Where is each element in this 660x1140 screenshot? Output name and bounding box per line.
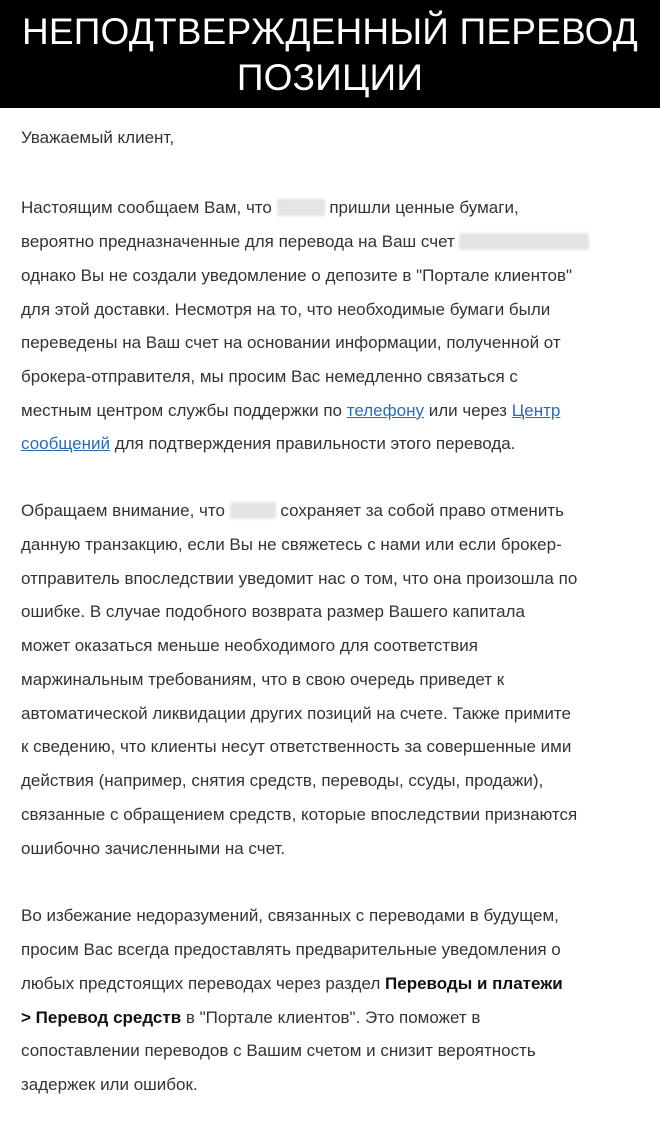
page-title [0,0,660,108]
p2-text: Обращаем внимание, что [21,501,225,520]
p3-line-2: просим Вас всегда предоставлять предварительные уведомления о [21,940,561,959]
p2-line-1 [21,499,564,523]
p1-text: Настоящим сообщаем Вам, что [21,198,272,217]
p3-line-6: задержек или ошибок. [21,1075,198,1094]
title-line-1: НЕПОДТВЕРЖДЕННЫЙ ПЕРЕВОД [21,11,639,52]
p3-text: любых предстоящих переводах через раздел [21,974,381,993]
bottom-fade [0,1100,660,1140]
p1-text: или через [428,401,507,420]
p3-line-1: Во избежание недоразумений, связанных с переводами в будущем, [21,906,559,925]
p3-line-5: сопоставлении переводов с Вашим счетом и снизит вероятность [21,1041,536,1060]
p3-line-3 [21,972,563,996]
message-center-link[interactable]: Центр [511,401,561,420]
p1-line-3: однако Вы не создали уведомление о депозите в "Портале клиентов" [21,266,573,285]
p2-line-9: действия (например, снятия средств, переводы, ссуды, продажи), [21,771,544,790]
p1-text: для подтверждения правильности этого перевода. [114,434,516,453]
p2-line-8: к сведению, что клиенты несут ответственность за совершенные ими [21,737,572,756]
p2-line-5: может оказаться меньше необходимого для соответствия [21,636,478,655]
greeting: Уважаемый клиент, [21,128,175,147]
p1-text: местным центром службы поддержки по [21,401,343,420]
p3-text: в "Портале клиентов". Это поможет в [185,1008,481,1027]
p1-line-2 [21,230,589,254]
p2-line-7: автоматической ликвидации других позиций на счете. Также примите [21,704,571,723]
p2-line-4: ошибке. В случае подобного возврата размер Вашего капитала [21,602,525,621]
p1-line-1 [21,196,519,220]
redacted-company-name [230,502,276,519]
message-center-link[interactable]: сообщений [21,434,110,453]
p1-line-6: брокера-отправителя, мы просим Вас немедленно связаться с [21,367,518,386]
p3-line-4 [21,1006,480,1030]
redacted-account-number [459,233,589,250]
p1-text: вероятно предназначенные для перевода на Ваш счет [21,232,455,251]
p1-line-5: переведены на Ваш счет на основании информации, полученной от [21,333,561,352]
p1-line-4: для этой доставки. Несмотря на то, что необходимые бумаги были [21,300,551,319]
p2-line-6: маржинальным требованиям, что в свою очередь приведет к [21,670,505,689]
p2-line-2: данную транзакцию, если Вы не свяжетесь с нами или если брокер- [21,535,562,554]
p1-line-8 [21,432,515,456]
phone-link[interactable]: телефону [346,401,424,420]
title-line-2: ПОЗИЦИИ [236,57,424,98]
p2-line-11: ошибочно зачисленными на счет. [21,839,286,858]
funds-transfer-label: > Перевод средств [21,1008,182,1027]
p2-line-3: отправитель впоследствии уведомит нас о том, что она произошла по [21,569,578,588]
p2-line-10: связанные с обращением средств, которые впоследствии признаются [21,805,578,824]
p2-text: сохраняет за собой право отменить [280,501,564,520]
transfers-and-payments-label: Переводы и платежи [385,974,563,993]
p1-text: пришли ценные бумаги, [329,198,519,217]
p1-line-7 [21,399,560,423]
redacted-company-name [277,199,325,216]
